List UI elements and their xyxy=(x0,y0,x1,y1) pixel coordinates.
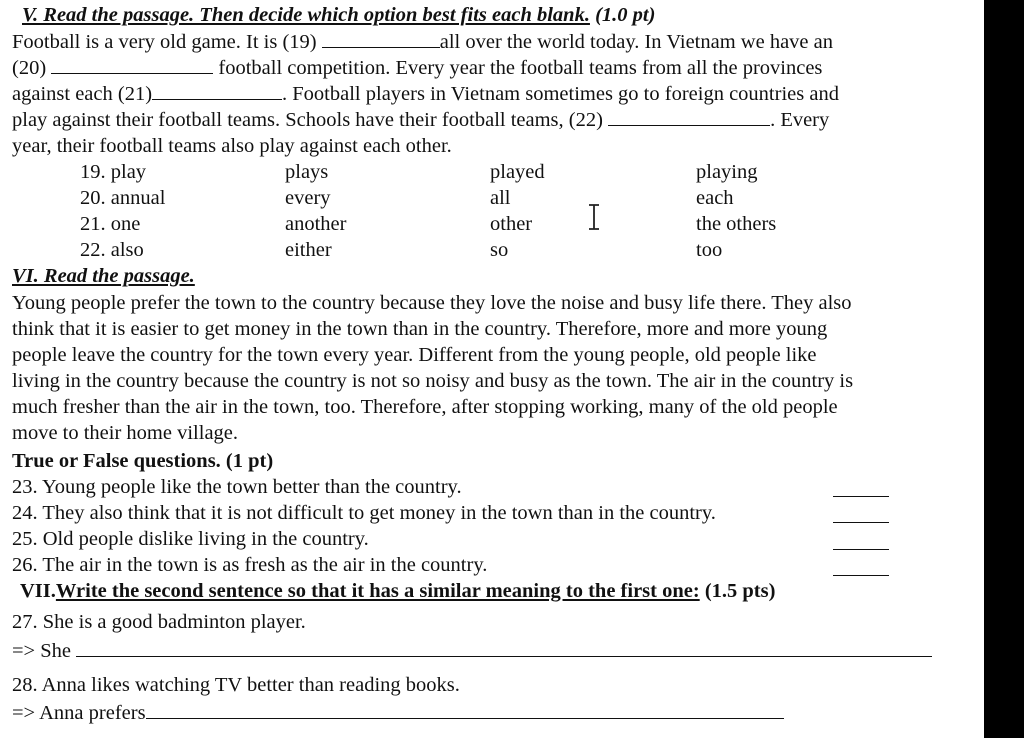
reading-line-6: move to their home village. xyxy=(12,422,239,444)
answer-blank-26[interactable] xyxy=(833,574,889,576)
option-20-b[interactable]: every xyxy=(285,187,331,209)
answer-blank-25[interactable] xyxy=(833,548,889,550)
option-19-b[interactable]: plays xyxy=(285,161,329,183)
answer-28-row xyxy=(12,700,784,726)
option-20-c[interactable]: all xyxy=(490,187,511,209)
passage-line-1 xyxy=(12,29,833,55)
passage-text: . Every xyxy=(770,109,830,131)
answer-28-prefix: => Anna prefers xyxy=(12,702,146,724)
question-23: 23. Young people like the town better than the country. xyxy=(12,476,462,498)
answer-27-row xyxy=(12,638,932,664)
question-26: 26. The air in the town is as fresh as the air in the country. xyxy=(12,554,488,576)
reading-line-3: people leave the country for the town every year. Different from the young people, old people like xyxy=(12,344,817,366)
section-7-number: VII. xyxy=(20,580,56,602)
question-24: 24. They also think that it is not difficult to get money in the town than in the country. xyxy=(12,502,716,524)
passage-line-4 xyxy=(12,107,829,133)
option-22-d[interactable]: too xyxy=(696,239,723,261)
option-21-a[interactable]: 21. one xyxy=(80,213,141,235)
option-19-a[interactable]: 19. play xyxy=(80,161,147,183)
option-21-d[interactable]: the others xyxy=(696,213,777,235)
passage-text: against each (21) xyxy=(12,83,153,105)
option-20-a[interactable]: 20. annual xyxy=(80,187,166,209)
blank-22[interactable] xyxy=(608,107,770,126)
passage-text: football competition. Every year the football teams from all the provinces xyxy=(218,57,823,79)
question-25: 25. Old people dislike living in the country. xyxy=(12,528,369,550)
section-7-heading xyxy=(20,578,775,604)
option-19-c[interactable]: played xyxy=(490,161,545,183)
question-27: 27. She is a good badminton player. xyxy=(12,611,306,633)
section-5-heading xyxy=(22,2,655,28)
option-22-a[interactable]: 22. also xyxy=(80,239,144,261)
answer-blank-24[interactable] xyxy=(833,521,889,523)
passage-text: Football is a very old game. It is (19) xyxy=(12,31,317,53)
passage-text: all over the world today. In Vietnam we have an xyxy=(439,31,833,53)
passage-line-2 xyxy=(12,55,822,81)
option-19-d[interactable]: playing xyxy=(696,161,758,183)
passage-line-5: year, their football teams also play against each other. xyxy=(12,135,452,157)
answer-28-input[interactable] xyxy=(146,700,784,719)
text-cursor-icon xyxy=(586,203,602,231)
blank-20[interactable] xyxy=(51,55,213,74)
answer-27-prefix: => She xyxy=(12,640,71,662)
section-6-heading xyxy=(12,263,195,289)
section-7-points: (1.5 pts) xyxy=(704,580,776,602)
section-6-title: VI. Read the passage. xyxy=(12,265,195,287)
true-false-title: True or False questions. (1 pt) xyxy=(12,450,274,472)
passage-text: (20) xyxy=(12,57,47,79)
question-28: 28. Anna likes watching TV better than reading books. xyxy=(12,674,460,696)
option-21-b[interactable]: another xyxy=(285,213,347,235)
section-7-title: Write the second sentence so that it has a similar meaning to the first one: xyxy=(55,580,700,602)
passage-line-3 xyxy=(12,81,839,107)
reading-line-1: Young people prefer the town to the country because they love the noise and busy life there. They also xyxy=(12,292,852,314)
reading-line-2: think that it is easier to get money in the town than in the country. Therefore, more and more young xyxy=(12,318,828,340)
reading-line-4: living in the country because the country is not so noisy and busy as the town. The air in the country is xyxy=(12,370,854,392)
blank-21[interactable] xyxy=(152,81,282,100)
section-5-points: (1.0 pt) xyxy=(595,4,656,26)
passage-text: play against their football teams. Schools have their football teams, (22) xyxy=(12,109,603,131)
option-21-c[interactable]: other xyxy=(490,213,533,235)
answer-blank-23[interactable] xyxy=(833,495,889,497)
blank-19[interactable] xyxy=(322,29,440,48)
option-20-d[interactable]: each xyxy=(696,187,734,209)
passage-text: . Football players in Vietnam sometimes go to foreign countries and xyxy=(282,83,839,105)
reading-line-5: much fresher than the air in the town, too. Therefore, after stopping working, many of the old people xyxy=(12,396,838,418)
right-edge-bar xyxy=(984,0,1024,738)
answer-27-input[interactable] xyxy=(76,638,932,657)
section-5-title: V. Read the passage. Then decide which option best fits each blank. xyxy=(22,4,590,26)
option-22-b[interactable]: either xyxy=(285,239,332,261)
option-22-c[interactable]: so xyxy=(490,239,509,261)
